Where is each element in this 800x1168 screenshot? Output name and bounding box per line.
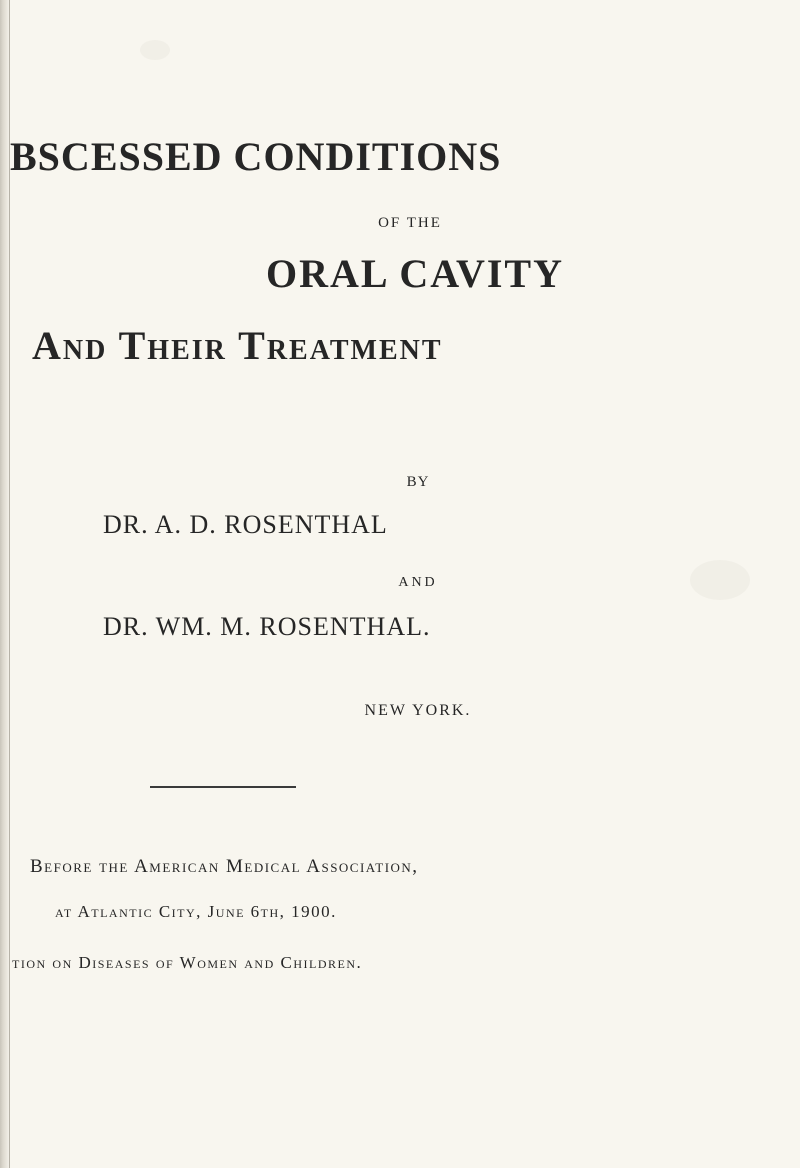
note-line-1: Before the American Medical Association,: [30, 856, 419, 877]
note-line-3: tion on Diseases of Women and Children.: [12, 953, 363, 972]
title-line-3: And Their Treatment: [32, 323, 443, 368]
title-of-the: OF THE: [378, 215, 442, 231]
location: NEW YORK.: [364, 702, 472, 719]
title-line-2: ORAL CAVITY: [266, 251, 564, 296]
author-1: DR. A. D. ROSENTHAL: [103, 510, 388, 539]
horizontal-rule: [150, 786, 296, 788]
note-line-2: at Atlantic City, June 6th, 1900.: [55, 902, 337, 921]
author-2: DR. WM. M. ROSENTHAL.: [103, 612, 431, 641]
title-line-1: BSCESSED CONDITIONS: [10, 134, 502, 179]
paper-stain: [140, 40, 170, 60]
byline-and: AND: [398, 575, 438, 590]
byline-by: BY: [406, 474, 430, 490]
